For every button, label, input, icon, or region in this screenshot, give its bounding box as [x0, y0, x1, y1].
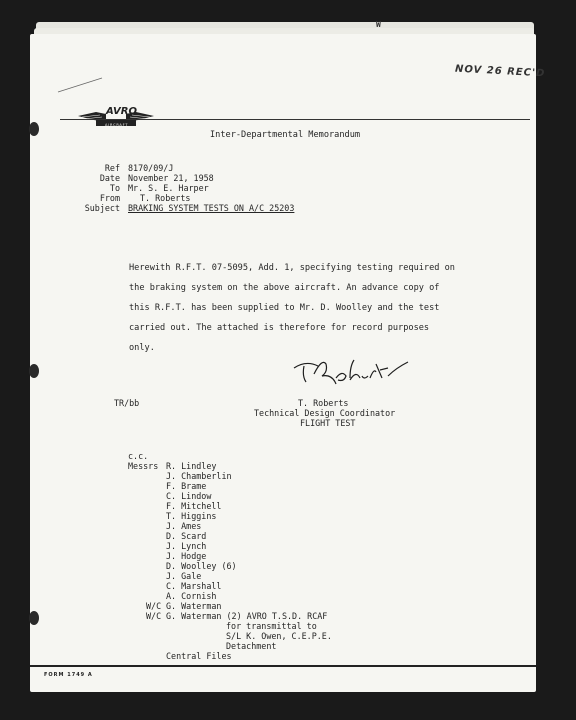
cc-extra-line: S/L K. Owen, C.E.P.E. — [226, 631, 332, 641]
avro-wordmark: AVRO — [106, 106, 138, 117]
field-subject-value: BRAKING SYSTEM TESTS ON A/C 25203 — [128, 203, 295, 213]
cc-name: J. Hodge — [166, 551, 207, 561]
cc-name: T. Higgins — [166, 511, 217, 521]
header-rule — [60, 119, 530, 120]
form-number: FORM 1749 A — [44, 672, 93, 678]
wc-prefix: W/C — [146, 601, 162, 611]
wc-prefix: W/C — [146, 611, 162, 621]
cc-extra-line: Detachment — [226, 641, 277, 651]
received-stamp: NOV 26 REC'D — [454, 63, 546, 80]
body-line: carried out. The attached is therefore for record purposes — [129, 323, 430, 333]
cc-name: R. Lindley — [166, 461, 217, 471]
field-date-value: November 21, 1958 — [128, 173, 214, 183]
cc-name: D. Scard — [166, 531, 207, 541]
body-line: this R.F.T. has been supplied to Mr. D. Woolley and the test — [129, 303, 440, 313]
signatory-dept: FLIGHT TEST — [300, 418, 356, 428]
wc-name: G. Waterman — [166, 601, 222, 611]
memo-title: Inter-Departmental Memorandum — [210, 130, 361, 140]
body-line: Herewith R.F.T. 07-5095, Add. 1, specifying testing required on — [129, 263, 455, 273]
cc-extra-line: for transmittal to — [226, 621, 317, 631]
punch-hole — [29, 364, 39, 378]
signatory-name: T. Roberts — [298, 398, 349, 408]
cc-name: J. Gale — [166, 571, 202, 581]
pencil-mark — [56, 74, 106, 96]
corner-mark: W — [376, 20, 381, 29]
cc-name: C. Marshall — [166, 581, 222, 591]
body-line: only. — [129, 343, 155, 353]
field-ref-value: 8170/09/J — [128, 163, 174, 173]
field-from-value: T. Roberts — [140, 193, 191, 203]
footer-rule — [30, 665, 536, 667]
typist-initials: TR/bb — [114, 398, 140, 408]
punch-hole — [29, 122, 39, 136]
avro-subtitle: AIRCRAFT — [105, 123, 129, 127]
field-subject-key: Subject — [84, 203, 120, 213]
punch-hole — [29, 611, 39, 625]
cc-name: J. Lynch — [166, 541, 207, 551]
cc-name: F. Brame — [166, 481, 207, 491]
cc-name: C. Lindow — [166, 491, 212, 501]
cc-name: J. Ames — [166, 521, 202, 531]
field-from-key: From — [99, 193, 120, 203]
cc-name: A. Cornish — [166, 591, 217, 601]
messrs-label: Messrs — [128, 461, 159, 471]
central-files: Central Files — [166, 651, 232, 661]
field-date-key: Date — [99, 173, 120, 183]
field-to-key: To — [109, 183, 120, 193]
field-to-value: Mr. S. E. Harper — [128, 183, 209, 193]
avro-logo — [76, 106, 156, 130]
wc-name: G. Waterman (2) AVRO T.S.D. RCAF — [166, 611, 328, 621]
cc-label: c.c. — [128, 451, 149, 461]
handwritten-signature — [292, 354, 412, 388]
memo-page — [30, 20, 546, 692]
cc-name: J. Chamberlin — [166, 471, 232, 481]
body-line: the braking system on the above aircraft. An advance copy of — [129, 283, 440, 293]
signatory-title: Technical Design Coordinator — [254, 408, 396, 418]
cc-name: F. Mitchell — [166, 501, 222, 511]
field-ref-key: Ref — [104, 163, 120, 173]
cc-name: D. Woolley (6) — [166, 561, 237, 571]
